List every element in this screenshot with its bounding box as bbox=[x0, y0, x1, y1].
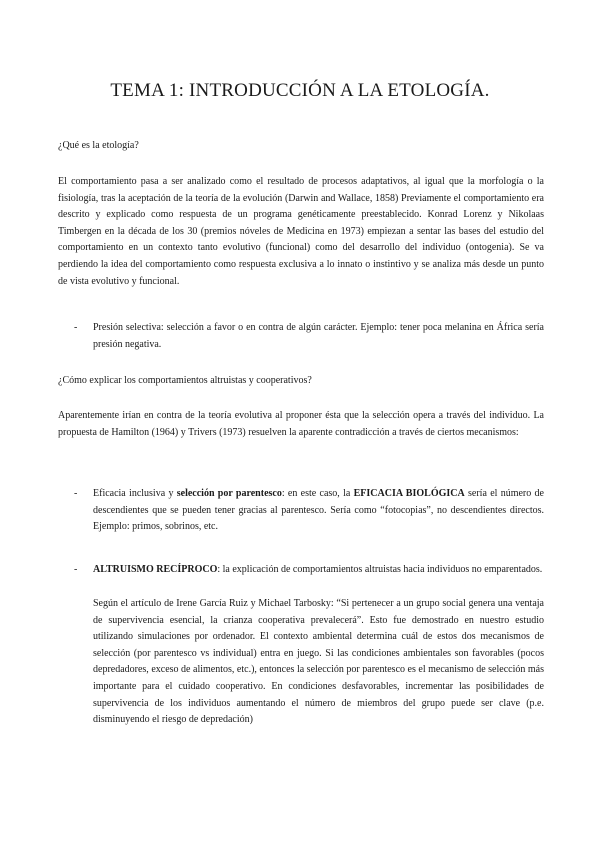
paragraph-etologia: El comportamiento pasa a ser analizado como el resultado de procesos adaptativos, al igual que la morfología o la fisiología, tras la aceptación de la teoría de la evolución (Darwin and Wallace, 1858) Previamente el comportamiento era descrito y explicado como respuesta de un programa genéticamente preestablecido. Konrad Lorenz y Nikolaas Timbergen en la década de los 30 (premios nóveles de Medicina en 1973) empiezan a sentar las bases del estudio del comportamiento en un contexto tanto evolutivo (funcional) como del desarrollo del individuo (ontogenia). Se va perdiendo la idea del comportamiento como respuesta exclusiva a lo innato o instintivo y se analiza más desde un punto de vista evolutivo y funcional. bbox=[58, 176, 544, 287]
bullet-eficacia-inclusiva bbox=[93, 486, 544, 536]
bullet-dash: - bbox=[74, 488, 78, 499]
bullet-dash: - bbox=[74, 564, 78, 575]
text-segment: Eficacia inclusiva y bbox=[93, 488, 177, 499]
bullet-presion-selectiva: Presión selectiva: selección a favor o en contra de algún carácter. Ejemplo: tener poca melanina en África sería presión negativa. bbox=[93, 322, 544, 350]
paragraph-altruismo: Aparentemente irían en contra de la teoría evolutiva al proponer ésta que la selección opera a través del individuo. La propuesta de Hamilton (1964) y Trivers (1973) resuelven la aparente contradicción a través de ciertos mecanismos: bbox=[58, 410, 544, 438]
page-title: TEMA 1: INTRODUCCIÓN A LA ETOLOGÍA. bbox=[110, 80, 490, 101]
bold-term: EFICACIA BIOLÓGICA bbox=[353, 488, 465, 499]
text-segment: : la explicación de comportamientos altruistas hacia individuos no emparentados. bbox=[217, 564, 543, 575]
question-heading-1: ¿Qué es la etología? bbox=[58, 140, 139, 151]
bold-term: selección por parentesco bbox=[176, 488, 282, 499]
text-segment: sería el número de descendientes que se pueden tener gracias al parentesco. Sería como “fotocopias”, no descendientes directos. Ejemplo: primos, sobrinos, etc. bbox=[93, 488, 544, 533]
question-heading-2: ¿Cómo explicar los comportamientos altruistas y cooperativos? bbox=[58, 375, 312, 386]
bold-term: ALTRUISMO RECÍPROCO bbox=[93, 564, 218, 575]
paragraph-articulo: Según el artículo de Irene García Ruiz y Michael Tarbosky: “Si pertenecer a un grupo social genera una ventaja de supervivencia esencial, la crianza cooperativa prevalecerá”. Esto fue demostrado en nuestro estudio utilizando simulaciones por ordenador. El contexto ambiental determina cuál de estos dos mecanismos de selección (por parentesco vs individual) entra en juego. Si las condiciones ambientales son favorables (pocos depredadores, exceso de alimentos, etc.), entonces la selección por parentesco es el mecanismo de selección más importante para el cuidado cooperativo. En condiciones desfavorables, incrementar las posibilidades de supervivencia de los individuos aumentando el número de miembros del grupo puede ser clave (p.e. disminuyendo el riesgo de depredación) bbox=[93, 598, 544, 726]
text-segment: : en este caso, la bbox=[281, 488, 354, 499]
bullet-altruismo-reciproco bbox=[93, 562, 544, 579]
bullet-dash: - bbox=[74, 322, 78, 333]
